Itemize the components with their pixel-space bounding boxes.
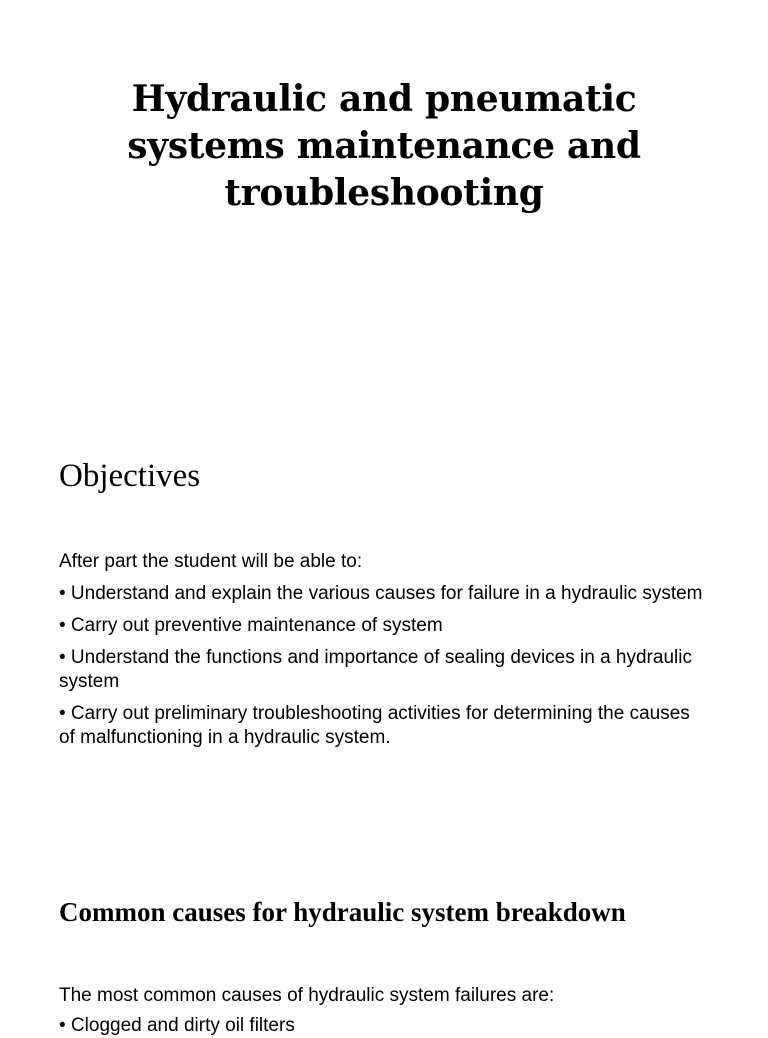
section-intro: The most common causes of hydraulic system failures are: [59, 985, 555, 1006]
list-item: • Carry out preventive maintenance of system [59, 615, 443, 636]
list-item: • Understand and explain the various causes for failure in a hydraulic system [59, 583, 703, 604]
objectives-list [59, 550, 709, 758]
list-item: • Carry out preliminary troubleshooting activities for determining the causes of malfunctioning in a hydraulic system. [59, 703, 690, 748]
list-item: • Understand the functions and importance of sealing devices in a hydraulic system [59, 647, 692, 692]
objectives-intro: After part the student will be able to: [59, 551, 363, 572]
list-item: • Clogged and dirty oil filters [59, 1015, 295, 1036]
objectives-heading: Objectives [59, 458, 201, 494]
section-heading: Common causes for hydraulic system breakdown [59, 897, 626, 927]
page-title: Hydraulic and pneumatic systems maintenance and troubleshooting [127, 78, 641, 214]
